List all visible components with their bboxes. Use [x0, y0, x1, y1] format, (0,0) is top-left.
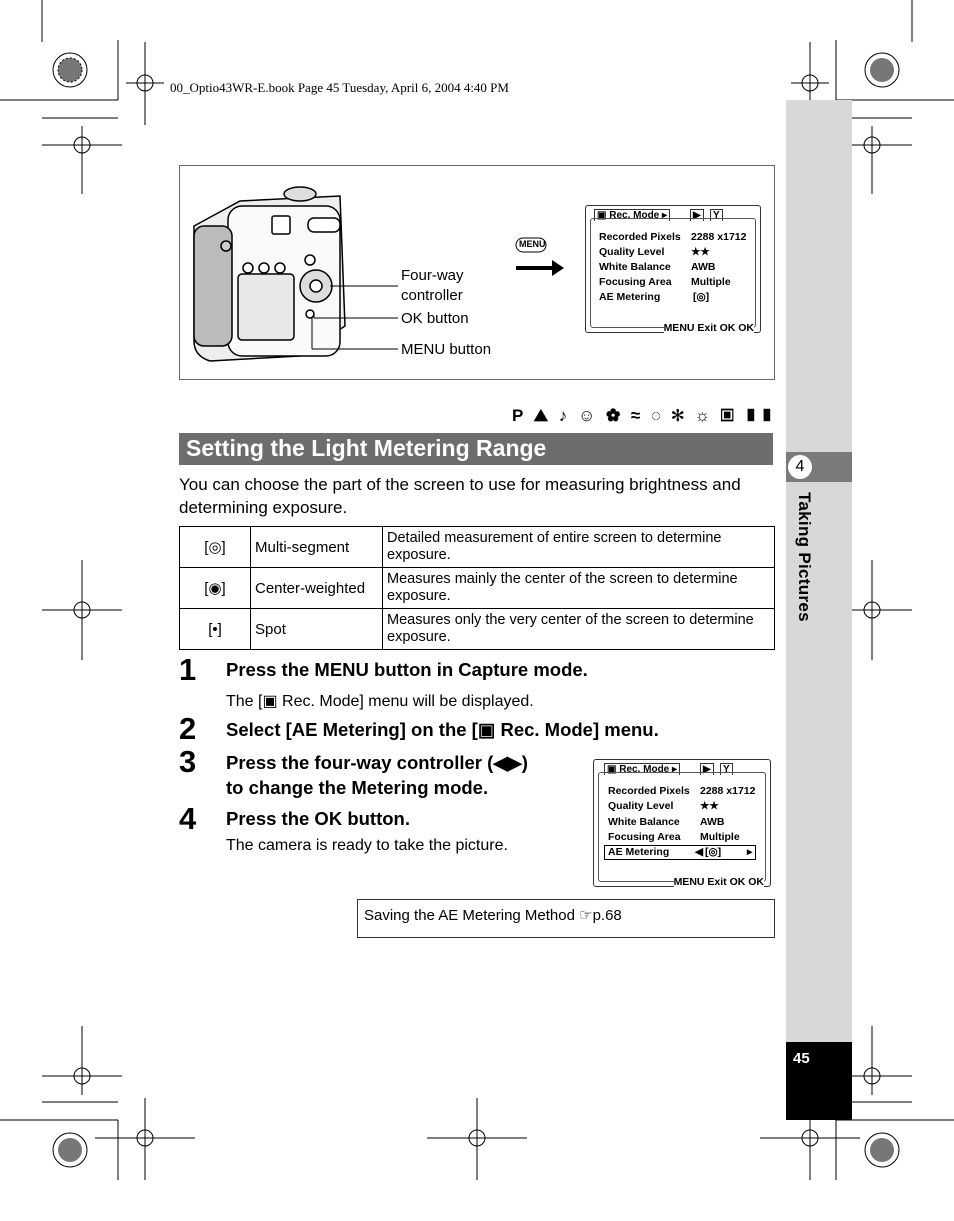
step-text: to change the Metering mode.: [226, 777, 489, 798]
mode-description: Detailed measurement of entire screen to determine exposure.: [383, 527, 775, 568]
lcd-tab-playback: ▶: [690, 209, 704, 221]
lcd-row-label: AE Metering: [608, 846, 670, 858]
step-text: [226, 717, 659, 742]
lcd-row-label: Quality Level: [608, 800, 674, 812]
lcd-footer: MENU Exit OK OK: [663, 322, 754, 334]
step-subtext-part: Rec. Mode] menu will be displayed.: [277, 693, 534, 710]
mode-name: Multi-segment: [251, 527, 383, 568]
step-text-part: Select [AE Metering] on the [: [226, 719, 478, 740]
four-way-label: Four-way controller: [401, 267, 464, 304]
camera-icon: ▣: [477, 719, 496, 740]
step-number: 2: [179, 711, 197, 746]
ok-button-label: OK button: [401, 310, 469, 327]
lcd-row-label: Quality Level: [599, 246, 665, 258]
mode-description: Measures only the very center of the screen to determine exposure.: [383, 609, 775, 650]
page-number: 45: [793, 1050, 810, 1067]
step-subtext: The camera is ready to take the picture.: [226, 837, 508, 854]
camera-icon: ▣: [262, 693, 278, 710]
mode-icons-strip: P ⛰ ♪ ☺ ✿ ≈ ◌ ✻ ☼ ▣ ▮▮: [512, 406, 777, 425]
lcd-tab-label: Rec. Mode: [609, 210, 660, 221]
chapter-title: Taking Pictures: [795, 492, 814, 622]
metering-modes-table: [179, 526, 775, 650]
mode-name: Spot: [251, 609, 383, 650]
lcd-row-label: Recorded Pixels: [608, 785, 690, 797]
multi-segment-icon: [◎]: [180, 527, 251, 568]
multi-segment-icon: [◎]: [693, 291, 710, 303]
lcd-row-label: White Balance: [608, 816, 680, 828]
lcd-screen-rec-mode: [585, 205, 761, 333]
lcd-row-value: Multiple: [691, 276, 731, 288]
section-title: Setting the Light Metering Range: [186, 435, 547, 461]
step-number: 3: [179, 744, 197, 779]
step-subtext: [226, 691, 534, 711]
mode-name: Center-weighted: [251, 568, 383, 609]
lcd-row-label: AE Metering: [599, 291, 661, 303]
lcd-row-value: AWB: [691, 261, 716, 273]
lcd-footer: MENU Exit OK OK: [673, 876, 764, 888]
lcd-row-value: 2288 x1712: [700, 785, 756, 797]
table-row: [180, 568, 775, 609]
lcd-row-value: ★★: [700, 800, 719, 812]
step-text-part: Rec. Mode] menu.: [495, 719, 659, 740]
program-mode-icon: P: [512, 406, 527, 425]
step-text: Press the four-way controller (◀▶): [226, 752, 528, 773]
lcd-row-value: Multiple: [700, 831, 740, 843]
mode-description: Measures mainly the center of the screen to determine exposure.: [383, 568, 775, 609]
menu-button-label: MENU button: [401, 341, 492, 358]
multi-segment-icon: [◎]: [705, 846, 722, 858]
step-number: 1: [179, 652, 197, 687]
center-weighted-icon: [◉]: [180, 568, 251, 609]
step-subtext-part: The [: [226, 693, 263, 710]
lcd-row-label: Focusing Area: [599, 276, 672, 288]
lcd-screen-ae-metering: [593, 759, 771, 887]
right-arrow-icon: ▸: [747, 846, 753, 858]
lcd-tab-rec-mode: ▣ Rec. Mode ▸: [594, 209, 670, 221]
lcd-menu-panel: [590, 218, 756, 328]
camera-figure: [179, 165, 775, 380]
intro-paragraph: You can choose the part of the screen to use for measuring brightness and determining exposure.: [179, 475, 741, 517]
print-header: 00_Optio43WR-E.book Page 45 Tuesday, April 6, 2004 4:40 PM: [170, 80, 509, 95]
step-text: Press the OK button.: [226, 808, 410, 829]
spot-icon: [•]: [180, 609, 251, 650]
lcd-row-label: White Balance: [599, 261, 671, 273]
lcd-tab-rec-mode: ▣ Rec. Mode ▸: [604, 763, 680, 775]
reference-link[interactable]: Saving the AE Metering Method ☞p.68: [364, 907, 622, 924]
lcd-menu-panel: [598, 772, 766, 882]
lcd-row-label: Recorded Pixels: [599, 231, 681, 243]
lcd-row-value: ◀: [695, 846, 704, 858]
menu-key-label: MENU: [519, 239, 546, 249]
lcd-tab-playback: ▶: [700, 763, 714, 775]
lcd-row-value: 2288 x1712: [691, 231, 747, 243]
step-text: Press the MENU button in Capture mode.: [226, 659, 588, 680]
table-row: [180, 527, 775, 568]
lcd-row-value: ★★: [691, 246, 710, 258]
lcd-tab-setup: Y: [720, 763, 733, 775]
lcd-row-value: AWB: [700, 816, 725, 828]
step-number: 4: [179, 801, 197, 836]
lcd-tab-label: Rec. Mode: [619, 764, 670, 775]
lcd-tab-setup: Y: [710, 209, 723, 221]
table-row: [180, 609, 775, 650]
lcd-row-label: Focusing Area: [608, 831, 681, 843]
chapter-number: 4: [788, 455, 812, 479]
